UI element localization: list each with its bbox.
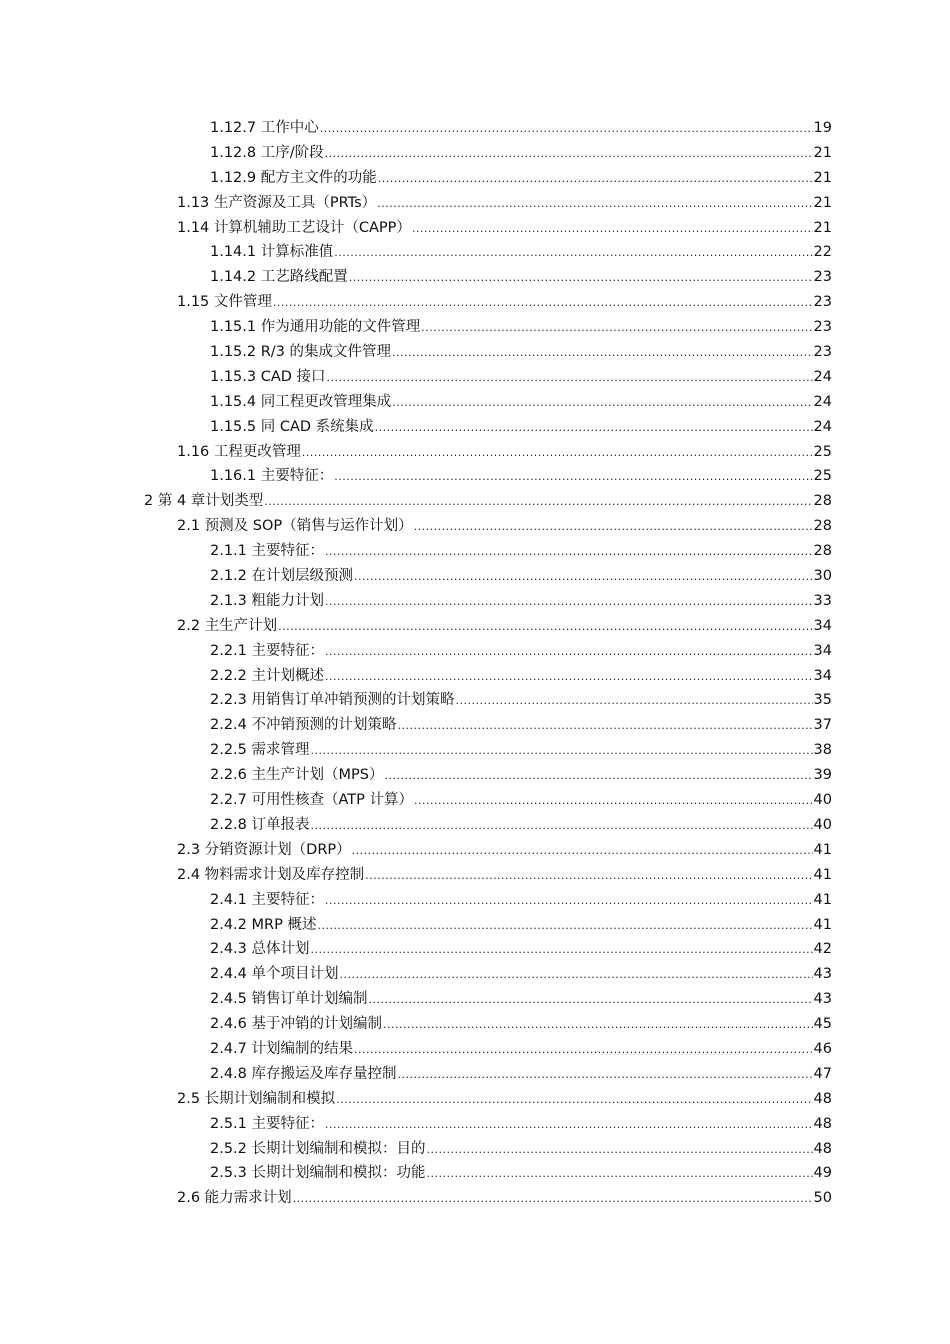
toc-entry[interactable] xyxy=(0,390,950,415)
toc-entry[interactable] xyxy=(0,688,950,713)
toc-entry[interactable] xyxy=(0,1186,950,1211)
toc-entry-page-number: 28 xyxy=(813,543,832,560)
toc-entry-label: 1.15 文件管理 xyxy=(177,294,272,311)
toc-entry[interactable] xyxy=(0,1062,950,1087)
toc-entry-label: 2.2.8 订单报表 xyxy=(210,816,310,833)
toc-entry-page-number: 24 xyxy=(813,368,832,385)
toc-entry-page-number: 23 xyxy=(813,269,832,286)
toc-entry-page-number: 30 xyxy=(813,568,832,585)
toc-entry[interactable] xyxy=(0,713,950,738)
toc-dot-leader xyxy=(383,1013,813,1038)
toc-dot-leader xyxy=(336,1088,812,1113)
toc-dot-leader xyxy=(421,316,812,341)
toc-entry-page-number: 37 xyxy=(813,717,832,734)
toc-entry-label: 1.15.4 同工程更改管理集成 xyxy=(210,393,392,410)
toc-dot-leader xyxy=(320,117,813,142)
toc-entry-label: 1.14.1 计算标准值 xyxy=(210,244,334,261)
toc-entry-page-number: 24 xyxy=(813,418,832,435)
toc-entry-label: 1.15.3 CAD 接口 xyxy=(210,368,326,385)
toc-entry[interactable] xyxy=(0,564,950,589)
toc-entry-page-number: 34 xyxy=(813,667,832,684)
toc-dot-leader xyxy=(378,167,813,192)
toc-entry-page-number: 43 xyxy=(813,966,832,983)
toc-entry[interactable] xyxy=(0,415,950,440)
toc-entry-label: 1.12.8 工序/阶段 xyxy=(210,144,324,161)
toc-entry-label: 2.5.2 长期计划编制和模拟：目的 xyxy=(210,1140,426,1157)
toc-entry-label: 1.15.2 R/3 的集成文件管理 xyxy=(210,344,392,361)
toc-entry[interactable] xyxy=(0,166,950,191)
toc-dot-leader xyxy=(325,889,813,914)
toc-dot-leader xyxy=(264,490,812,515)
toc-entry-page-number: 19 xyxy=(813,120,832,136)
toc-entry-page-number: 25 xyxy=(813,443,832,460)
toc-entry-label: 1.15.5 同 CAD 系统集成 xyxy=(210,418,374,435)
toc-dot-leader xyxy=(414,789,813,814)
toc-entry-page-number: 40 xyxy=(813,816,832,833)
toc-dot-leader xyxy=(349,266,813,291)
toc-entry[interactable] xyxy=(0,1012,950,1037)
toc-entry-label: 2.2.4 不冲销预测的计划策略 xyxy=(210,717,397,734)
toc-entry[interactable] xyxy=(0,838,950,863)
toc-entry-label: 2.2.7 可用性核查（ATP 计算） xyxy=(210,792,414,809)
toc-entry[interactable] xyxy=(0,290,950,315)
toc-entry-page-number: 22 xyxy=(813,244,832,261)
toc-dot-leader xyxy=(354,565,813,590)
toc-entry-page-number: 49 xyxy=(813,1165,832,1182)
toc-entry[interactable] xyxy=(0,141,950,166)
toc-entry-page-number: 43 xyxy=(813,991,832,1008)
toc-dot-leader xyxy=(414,515,813,540)
toc-entry[interactable] xyxy=(0,216,950,241)
toc-entry[interactable] xyxy=(0,738,950,763)
toc-entry-label: 1.15.1 作为通用功能的文件管理 xyxy=(210,319,421,336)
toc-entry-page-number: 48 xyxy=(813,1140,832,1157)
toc-dot-leader xyxy=(384,764,812,789)
toc-dot-leader xyxy=(317,914,812,939)
toc-dot-leader xyxy=(392,391,812,416)
toc-entry-page-number: 50 xyxy=(813,1190,832,1207)
toc-entry-page-number: 21 xyxy=(813,194,832,211)
toc-entry-page-number: 23 xyxy=(813,319,832,336)
toc-entry-label: 2.6 能力需求计划 xyxy=(177,1190,292,1207)
toc-entry-label: 2.2.1 主要特征： xyxy=(210,642,325,659)
toc-dot-leader xyxy=(369,988,813,1013)
toc-entry[interactable] xyxy=(0,1087,950,1112)
toc-dot-leader xyxy=(327,366,813,391)
toc-entry-label: 2.4.4 单个项目计划 xyxy=(210,966,339,983)
toc-dot-leader xyxy=(311,814,813,839)
toc-entry-label: 1.16 工程更改管理 xyxy=(177,443,301,460)
toc-entry[interactable] xyxy=(0,987,950,1012)
toc-entry[interactable] xyxy=(0,240,950,265)
toc-entry-label: 1.14.2 工艺路线配置 xyxy=(210,269,348,286)
toc-entry-page-number: 33 xyxy=(813,592,832,609)
toc-entry-page-number: 42 xyxy=(813,941,832,958)
toc-entry-label: 2.5.1 主要特征： xyxy=(210,1115,325,1132)
toc-entry[interactable] xyxy=(0,265,950,290)
toc-dot-leader xyxy=(273,291,813,316)
toc-entry-label: 1.12.7 工作中心 xyxy=(210,120,319,136)
toc-entry-label: 2.5 长期计划编制和模拟 xyxy=(177,1090,336,1107)
toc-dot-leader xyxy=(375,416,813,441)
toc-entry-page-number: 25 xyxy=(813,468,832,485)
toc-entry-label: 2.4.7 计划编制的结果 xyxy=(210,1040,354,1057)
toc-entry[interactable] xyxy=(0,1112,950,1137)
toc-entry-page-number: 28 xyxy=(813,518,832,535)
toc-entry-page-number: 38 xyxy=(813,742,832,759)
toc-dot-leader xyxy=(377,192,812,217)
toc-dot-leader xyxy=(311,938,813,963)
toc-dot-leader xyxy=(293,1187,813,1212)
toc-entry-label: 2.2.6 主生产计划（MPS） xyxy=(210,767,384,784)
toc-entry-page-number: 41 xyxy=(813,916,832,933)
toc-entry[interactable] xyxy=(0,888,950,913)
toc-entry-page-number: 41 xyxy=(813,866,832,883)
toc-entry-label: 2.1.1 主要特征： xyxy=(210,543,325,560)
toc-dot-leader xyxy=(352,839,813,864)
toc-entry[interactable] xyxy=(0,913,950,938)
toc-entry[interactable] xyxy=(0,1161,950,1186)
toc-dot-leader xyxy=(354,1038,813,1063)
toc-entry-page-number: 21 xyxy=(813,219,832,236)
toc-entry[interactable] xyxy=(0,340,950,365)
toc-entry-label: 2.5.3 长期计划编制和模拟：功能 xyxy=(210,1165,426,1182)
toc-dot-leader xyxy=(302,441,813,466)
toc-entry-page-number: 34 xyxy=(813,642,832,659)
toc-dot-leader xyxy=(325,142,813,167)
toc-entry-label: 1.12.9 配方主文件的功能 xyxy=(210,169,377,186)
toc-entry-page-number: 21 xyxy=(813,169,832,186)
toc-dot-leader xyxy=(427,1138,813,1163)
toc-dot-leader xyxy=(325,590,813,615)
toc-entry-page-number: 23 xyxy=(813,294,832,311)
toc-entry-label: 2.3 分销资源计划（DRP） xyxy=(177,841,351,858)
toc-entry-page-number: 40 xyxy=(813,792,832,809)
toc-entry-label: 1.13 生产资源及工具（PRTs） xyxy=(177,194,377,211)
toc-entry[interactable] xyxy=(0,514,950,539)
toc-entry-label: 2 第 4 章计划类型 xyxy=(144,493,264,510)
toc-entry[interactable] xyxy=(0,440,950,465)
toc-entry-label: 2.2.5 需求管理 xyxy=(210,742,310,759)
toc-entry-label: 1.16.1 主要特征： xyxy=(210,468,334,485)
toc-entry[interactable] xyxy=(0,365,950,390)
toc-entry[interactable] xyxy=(0,315,950,340)
toc-entry-label: 2.4.2 MRP 概述 xyxy=(210,916,317,933)
toc-entry-label: 2.2 主生产计划 xyxy=(177,617,278,634)
toc-entry-label: 2.1.2 在计划层级预测 xyxy=(210,568,354,585)
toc-entry-page-number: 41 xyxy=(813,891,832,908)
toc-dot-leader xyxy=(278,615,812,640)
toc-entry[interactable] xyxy=(0,614,950,639)
toc-entry[interactable] xyxy=(0,639,950,664)
toc-entry[interactable] xyxy=(0,664,950,689)
toc-entry-page-number: 34 xyxy=(813,617,832,634)
toc-dot-leader xyxy=(334,465,812,490)
toc-entry-page-number: 48 xyxy=(813,1090,832,1107)
toc-entry-page-number: 21 xyxy=(813,144,832,161)
toc-dot-leader xyxy=(334,241,812,266)
toc-dot-leader xyxy=(325,540,813,565)
toc-entry-label: 2.4.1 主要特征： xyxy=(210,891,325,908)
toc-entry-page-number: 48 xyxy=(813,1115,832,1132)
toc-entry-label: 2.4.6 基于冲销的计划编制 xyxy=(210,1016,383,1033)
toc-entry[interactable] xyxy=(0,191,950,216)
toc-dot-leader xyxy=(325,640,813,665)
toc-entry-label: 2.1 预测及 SOP（销售与运作计划） xyxy=(177,518,413,535)
toc-entry[interactable] xyxy=(0,813,950,838)
toc-entry[interactable] xyxy=(0,489,950,514)
toc-entry-page-number: 24 xyxy=(813,393,832,410)
toc-dot-leader xyxy=(325,1113,813,1138)
toc-entry[interactable] xyxy=(0,539,950,564)
toc-dot-leader xyxy=(398,714,813,739)
toc-entry-label: 2.4.3 总体计划 xyxy=(210,941,310,958)
toc-entry[interactable] xyxy=(0,116,950,141)
toc-entry-label: 2.4 物料需求计划及库存控制 xyxy=(177,866,365,883)
toc-entry-label: 2.2.2 主计划概述 xyxy=(210,667,325,684)
toc-entry[interactable] xyxy=(0,464,950,489)
toc-entry[interactable] xyxy=(0,962,950,987)
toc-entry-page-number: 28 xyxy=(813,493,832,510)
toc-entry-page-number: 47 xyxy=(813,1065,832,1082)
toc-dot-leader xyxy=(456,689,813,714)
toc-entry[interactable] xyxy=(0,937,950,962)
toc-entry[interactable] xyxy=(0,788,950,813)
toc-entry-page-number: 35 xyxy=(813,692,832,709)
toc-dot-leader xyxy=(392,341,813,366)
toc-entry-label: 1.14 计算机辅助工艺设计（CAPP） xyxy=(177,219,411,236)
toc-entry[interactable] xyxy=(0,1137,950,1162)
toc-entry[interactable] xyxy=(0,1037,950,1062)
toc-entry[interactable] xyxy=(0,589,950,614)
toc-entry-page-number: 45 xyxy=(813,1016,832,1033)
toc-dot-leader xyxy=(427,1162,813,1187)
toc-dot-leader xyxy=(412,217,813,242)
toc-entry[interactable] xyxy=(0,863,950,888)
toc-dot-leader xyxy=(325,665,813,690)
table-of-contents xyxy=(0,116,950,1211)
toc-dot-leader xyxy=(340,963,813,988)
toc-entry-label: 2.4.8 库存搬运及库存量控制 xyxy=(210,1065,397,1082)
toc-entry-page-number: 46 xyxy=(813,1040,832,1057)
toc-entry-page-number: 39 xyxy=(813,767,832,784)
toc-entry[interactable] xyxy=(0,763,950,788)
toc-entry-label: 2.2.3 用销售订单冲销预测的计划策略 xyxy=(210,692,455,709)
toc-dot-leader xyxy=(398,1063,813,1088)
toc-entry-page-number: 23 xyxy=(813,344,832,361)
toc-entry-label: 2.1.3 粗能力计划 xyxy=(210,592,325,609)
toc-dot-leader xyxy=(365,864,812,889)
toc-entry-page-number: 41 xyxy=(813,841,832,858)
toc-entry-label: 2.4.5 销售订单计划编制 xyxy=(210,991,368,1008)
toc-dot-leader xyxy=(311,739,813,764)
